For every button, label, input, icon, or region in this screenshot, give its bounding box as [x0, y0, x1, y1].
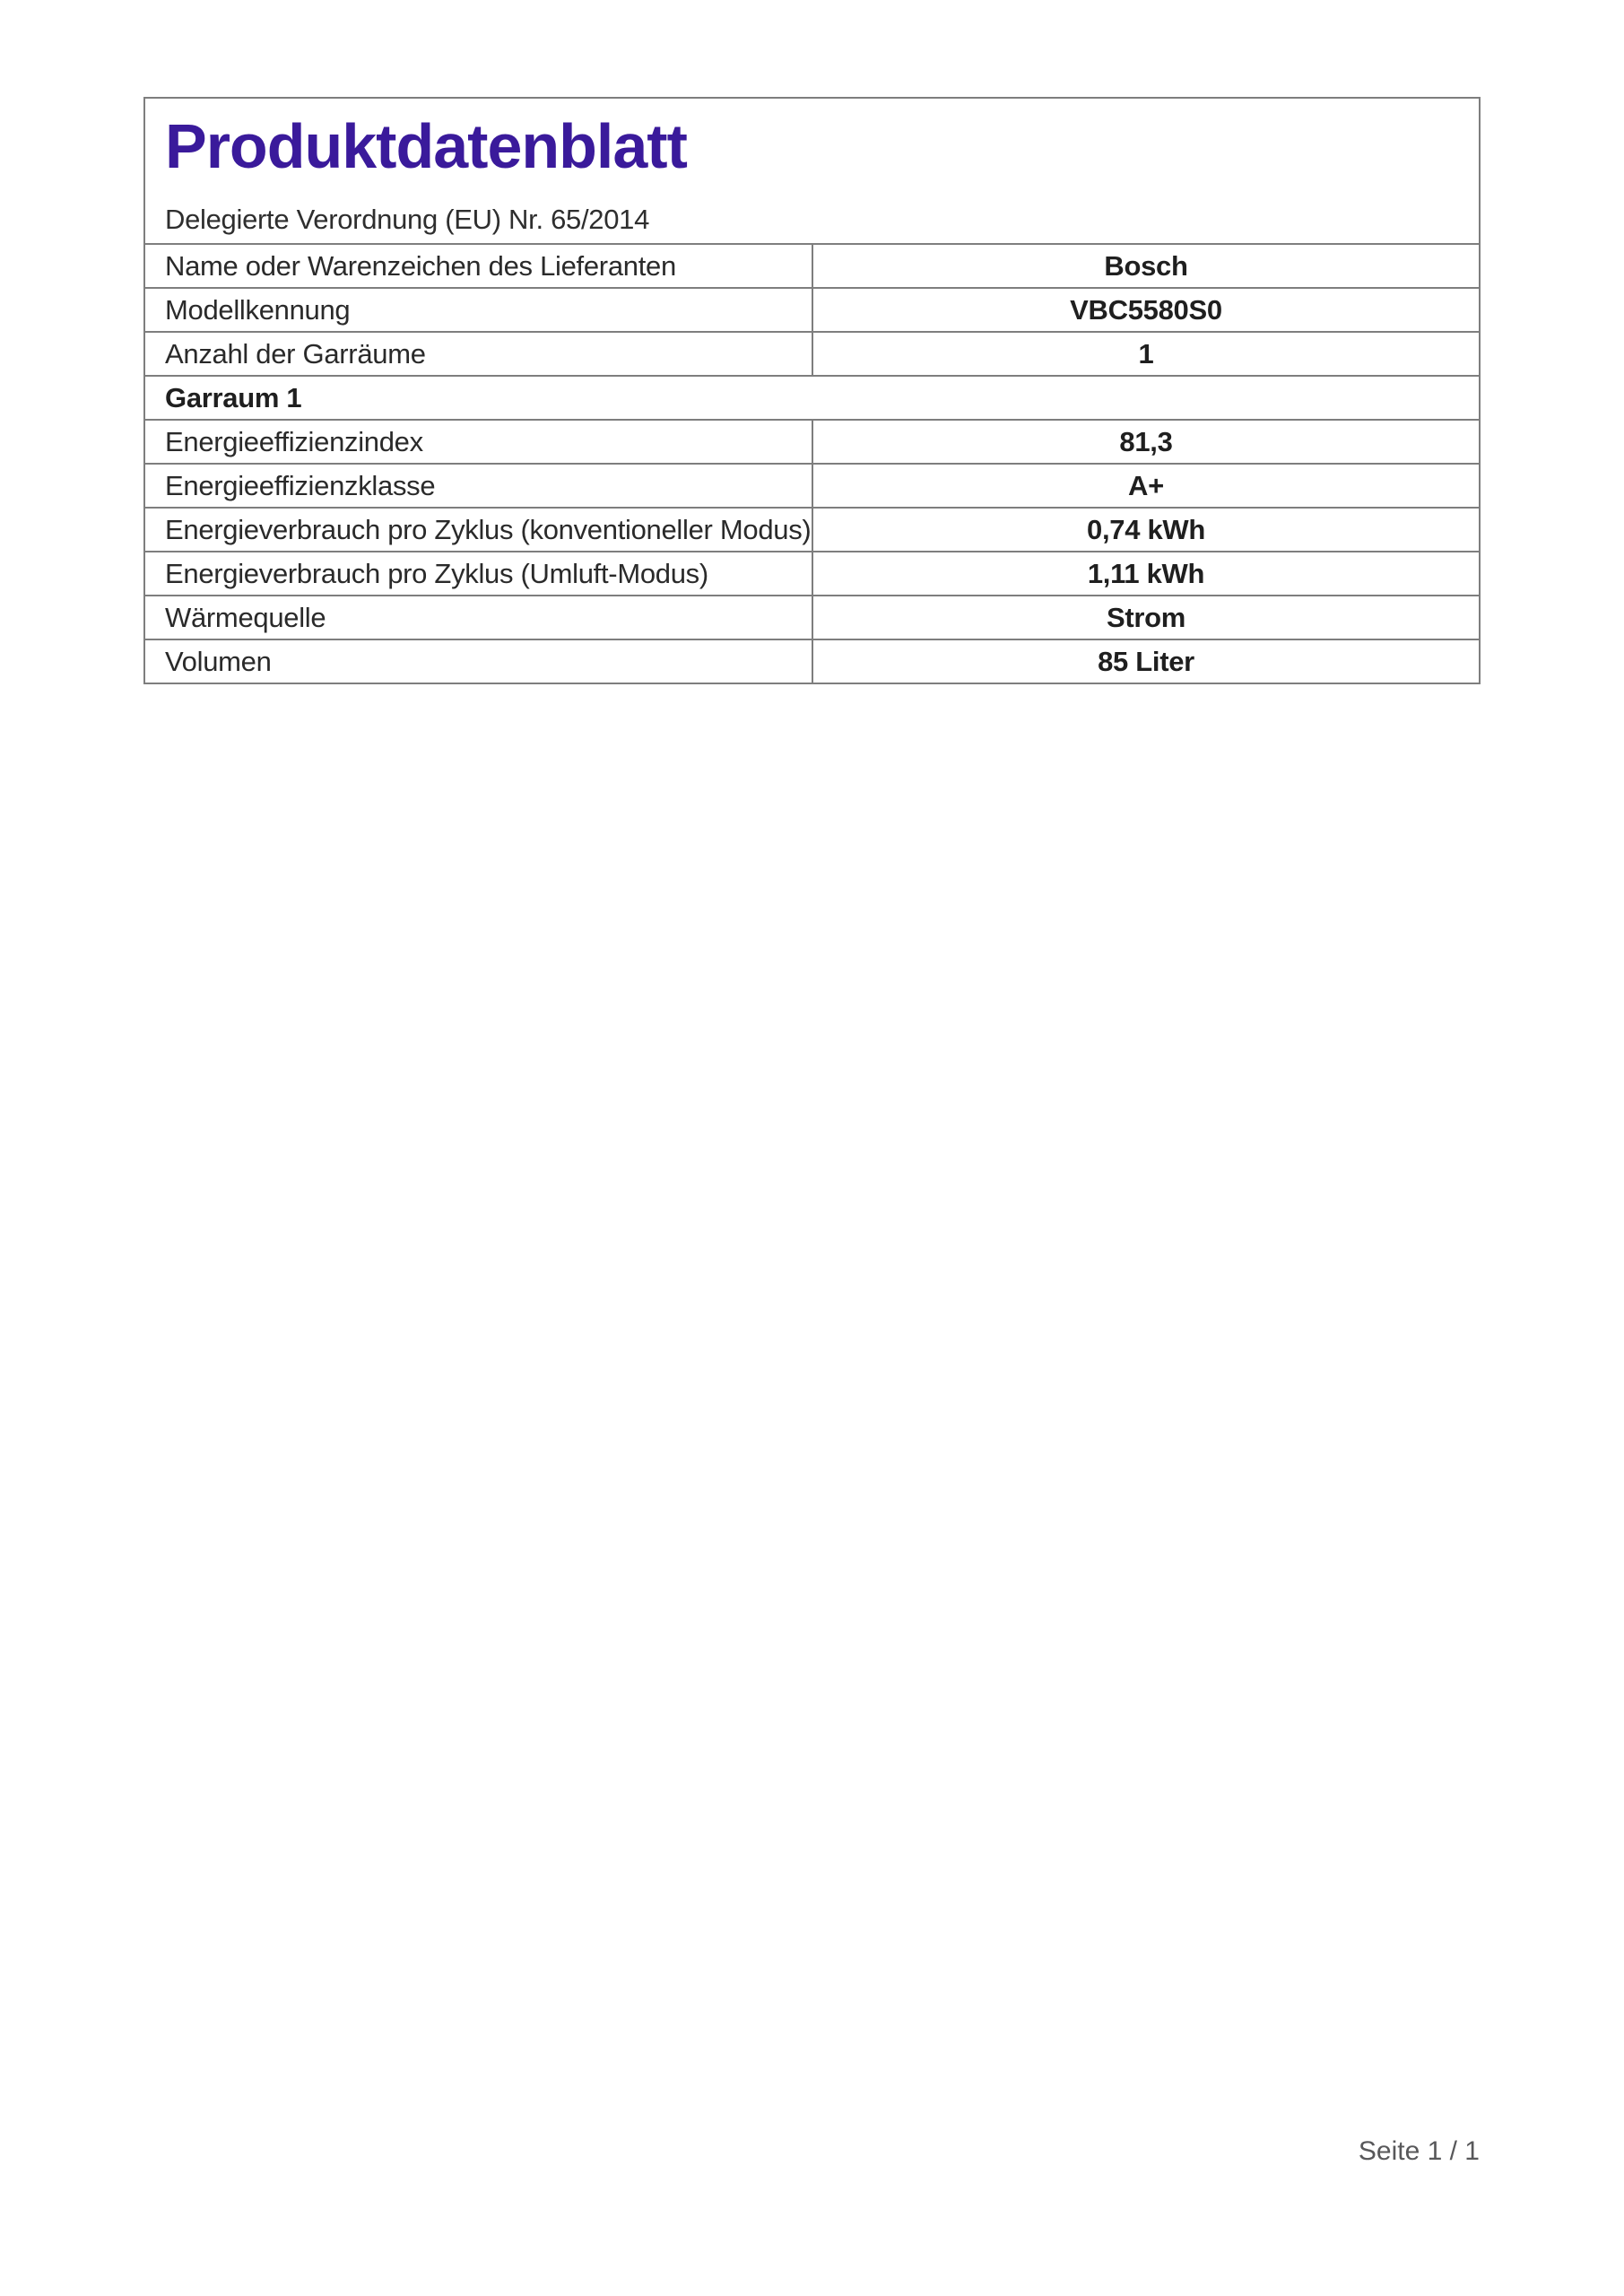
row-value: 1,11 kWh [812, 552, 1480, 596]
table-row [144, 420, 1480, 464]
row-label: Name oder Warenzeichen des Lieferanten [144, 244, 812, 288]
header-cell [144, 98, 1480, 244]
row-label: Volumen [144, 639, 812, 683]
row-label: Energieverbrauch pro Zyklus (konventioneller Modus) [144, 508, 812, 552]
table-row [144, 244, 1480, 288]
header-row [144, 98, 1480, 244]
row-value: A+ [812, 464, 1480, 508]
row-label: Energieverbrauch pro Zyklus (Umluft-Modus) [144, 552, 812, 596]
page-number: Seite 1 / 1 [1358, 2136, 1480, 2166]
section-row [144, 376, 1480, 420]
table-row [144, 464, 1480, 508]
product-datasheet-table [143, 97, 1481, 684]
table-row [144, 552, 1480, 596]
row-value: Strom [812, 596, 1480, 639]
row-value: 0,74 kWh [812, 508, 1480, 552]
row-value: Bosch [812, 244, 1480, 288]
table-row [144, 508, 1480, 552]
table-row [144, 596, 1480, 639]
table-row [144, 288, 1480, 332]
table-row [144, 332, 1480, 376]
spec-table-body [144, 98, 1480, 683]
row-label: Modellkennung [144, 288, 812, 332]
section-label: Garraum 1 [144, 376, 1480, 420]
page-subtitle: Delegierte Verordnung (EU) Nr. 65/2014 [165, 204, 650, 236]
table-row [144, 639, 1480, 683]
row-label: Anzahl der Garräume [144, 332, 812, 376]
row-label: Wärmequelle [144, 596, 812, 639]
row-label: Energieeffizienzindex [144, 420, 812, 464]
row-label: Energieeffizienzklasse [144, 464, 812, 508]
row-value: VBC5580S0 [812, 288, 1480, 332]
row-value: 85 Liter [812, 639, 1480, 683]
row-value: 81,3 [812, 420, 1480, 464]
row-value: 1 [812, 332, 1480, 376]
page-title: Produktdatenblatt [165, 111, 687, 181]
